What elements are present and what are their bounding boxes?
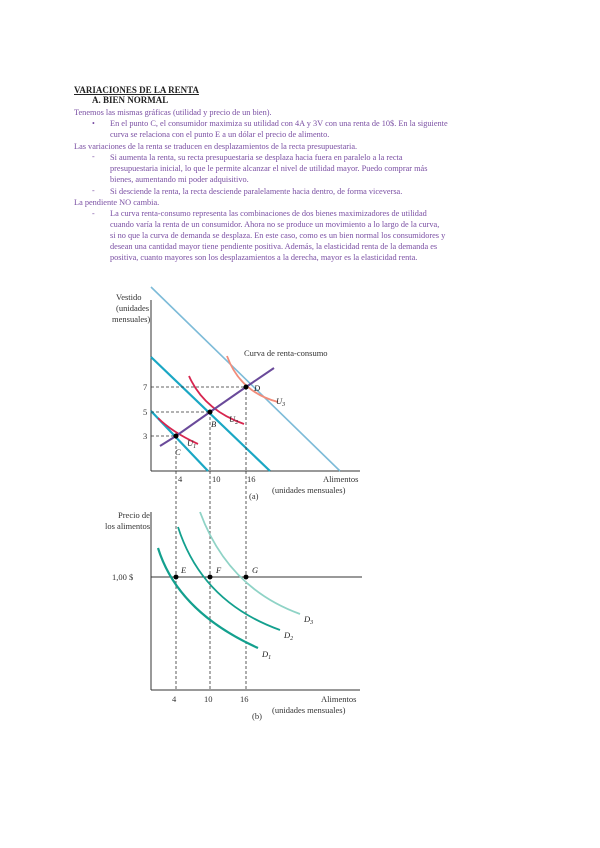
x-tick-b-4: 4 <box>172 694 177 704</box>
paragraph-line: curva se relaciona con el punto E a un dólar el precio de alimento. <box>110 130 330 139</box>
point-label-f: F <box>216 565 222 575</box>
point-c <box>174 434 179 439</box>
panel-label-b: (b) <box>252 711 262 721</box>
axis-label-x-a-2: (unidades mensuales) <box>272 485 346 495</box>
paragraph-line: desean una cantidad mayor tiene pendiente positiva. Además, la elasticidad renta de la demanda es <box>110 242 438 251</box>
curve-label-u1: $U_1$ <box>187 438 197 450</box>
point-label-c: C <box>175 447 181 457</box>
budget-line-3 <box>151 287 340 471</box>
y-tick-7: 7 <box>143 382 148 392</box>
bullet-dash: - <box>92 152 95 161</box>
paragraph-line: positiva, cuanto mayores son los desplazamientos a la derecha, mayor es la elasticidad renta. <box>110 253 418 262</box>
demand-curve-d2 <box>178 527 280 630</box>
paragraph-line: Si aumenta la renta, su recta presupuestaria se desplaza hacia fuera en paralelo a la recta <box>110 153 403 162</box>
price-label: 1,00 $ <box>112 572 134 582</box>
x-tick-10: 10 <box>212 474 221 484</box>
axis-label-y-a-2: (unidades <box>116 303 150 313</box>
curve-label-d2: $D_2$ <box>284 630 294 642</box>
panel-label-a: (a) <box>249 491 259 501</box>
subsection-heading: A. BIEN NORMAL <box>92 95 169 105</box>
paragraph-line: si no que la curva de demanda se desplaza. En este caso, como es un bien normal los consumidores y <box>110 231 446 240</box>
paragraph-line: Tenemos las mismas gráficas (utilidad y precio de un bien). <box>74 108 272 117</box>
bullet-dash: - <box>92 186 95 195</box>
point-g <box>244 575 249 580</box>
axis-label-y-b-2: los alimentos <box>105 521 151 531</box>
section-heading: VARIACIONES DE LA RENTA <box>74 85 199 95</box>
paragraph-line: presupuestaria inicial, lo que le permite alcanzar el nivel de utilidad mayor. Puedo comprar más <box>110 164 428 173</box>
x-tick-16: 16 <box>247 474 256 484</box>
x-tick-b-10: 10 <box>204 694 213 704</box>
paragraph-line: La curva renta-consumo representa las combinaciones de dos bienes maximizadores de utilidad <box>110 209 427 218</box>
bullet-dot: • <box>92 119 95 128</box>
x-tick-4: 4 <box>178 474 183 484</box>
demand-curve-d1 <box>158 548 258 648</box>
paragraph-line: En el punto C, el consumidor maximiza su utilidad con 4A y 3V con una renta de 10$. En la siguiente <box>110 119 448 128</box>
point-d <box>244 385 249 390</box>
curve-label-u2: $U_2$ <box>229 414 239 426</box>
curve-label-u3: $U_3$ <box>276 396 286 408</box>
point-label-b: B <box>211 419 217 429</box>
axis-label-y-b-1: Precio de <box>118 510 150 520</box>
point-label-d: D <box>254 383 261 393</box>
axis-label-x-a-1: Alimentos <box>323 474 359 484</box>
paragraph-line: bienes, aumentando mi poder adquisitivo. <box>110 175 249 184</box>
bullet-dash: - <box>92 209 95 218</box>
point-e <box>174 575 179 580</box>
annotation-icc: Curva de renta-consumo <box>244 348 328 358</box>
curve-label-d3: $D_3$ <box>304 614 314 626</box>
point-b <box>208 410 213 415</box>
curve-label-d1: $D_1$ <box>262 649 272 661</box>
paragraph-line: Las variaciones de la renta se traducen en desplazamientos de la recta presupuestaria. <box>74 142 358 151</box>
paragraph-line: Si desciende la renta, la recta desciende paralelamente hacia dentro, de forma viceversa. <box>110 187 403 196</box>
demand-curve-d3 <box>200 512 300 614</box>
x-tick-b-16: 16 <box>240 694 249 704</box>
point-label-e: E <box>181 565 187 575</box>
y-tick-5: 5 <box>143 407 148 417</box>
axis-label-y-a-1: Vestido <box>116 292 142 302</box>
paragraph-line: cuando varía la renta de un consumidor. Ahora no se produce un movimiento a lo largo de la curva, <box>110 220 440 229</box>
y-tick-3: 3 <box>143 431 148 441</box>
axis-label-x-b-2: (unidades mensuales) <box>272 705 346 715</box>
point-f <box>208 575 213 580</box>
axis-label-y-a-3: mensuales) <box>112 314 151 324</box>
axis-label-x-b-1: Alimentos <box>321 694 357 704</box>
point-label-g: G <box>252 565 259 575</box>
paragraph-line: La pendiente NO cambia. <box>74 198 160 207</box>
